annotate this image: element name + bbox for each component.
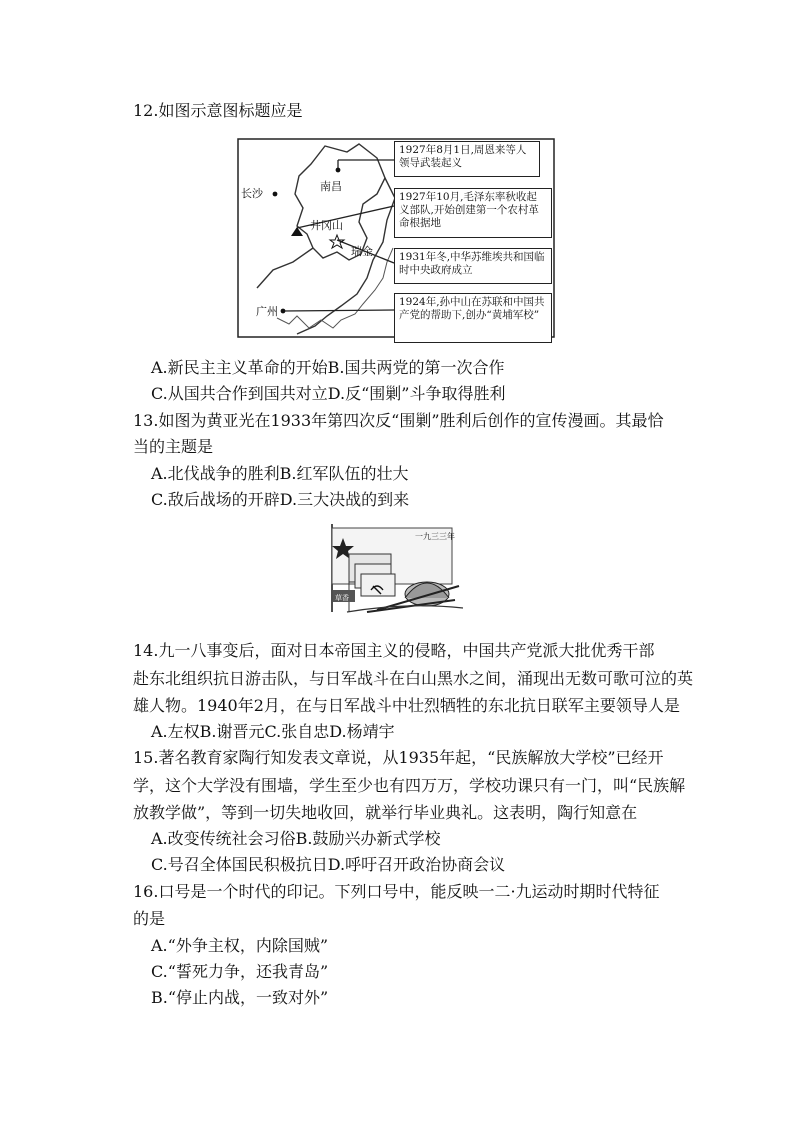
q14-line2: 赴东北组织抗日游击队，与日军战斗在白山黑水之间，涌现出无数可歌可泣的英 [133,669,694,688]
cartoon-year-text: 一九三三年 [415,532,455,541]
q15-options-line1: A.改变传统社会习俗B.鼓励兴办新式学校 [151,829,441,848]
q16-line2: 的是 [133,909,166,928]
q14-line1: 14.九一八事变后，面对日本帝国主义的侵略，中国共产党派大批优秀干部 [133,641,655,660]
q16-option-c: C.“誓死力争，还我青岛” [151,962,329,981]
q12-options-line2: C.从国共合作到国共对立D.反“围剿”斗争取得胜利 [151,384,506,403]
q14-options: A.左权B.谢晋元C.张自忠D.杨靖宇 [151,722,395,741]
q13-stem-line1: 13.如图为黄亚光在1933年第四次反“围剿”胜利后创作的宣传漫画。其最恰 [133,411,664,430]
q16-option-a: A.“外争主权，内除国贼” [151,936,329,955]
q15-options-line2: C.号召全体国民积极抗日D.呼吁召开政治协商会议 [151,855,506,874]
q13-options-line1: A.北伐战争的胜利B.红军队伍的壮大 [151,464,409,483]
q13-stem-line2: 当的主题是 [133,437,214,456]
q13-cartoon-figure [327,520,465,615]
q13-options-line2: C.敌后战场的开辟D.三大决战的到来 [151,490,410,509]
map-annotation-box-3: 1931年冬,中华苏维埃共和国临时中央政府成立 [394,248,552,284]
q15-line3: 放教学做”，等到一切失地收回，就举行毕业典礼。这表明，陶行知意在 [133,803,638,822]
map-annotation-box-1: 1927年8月1日,周恩来等人领导武装起义 [394,141,540,177]
q16-line1: 16.口号是一个时代的印记。下列口号中，能反映一二·九运动时期时代特征 [133,882,660,901]
map-annotation-box-4: 1924年,孙中山在苏联和中国共产党的帮助下,创办“黄埔军校” [394,293,552,343]
q16-option-b: B.“停止内战，一致对外” [151,988,329,1007]
place-jinggangshan: 井冈山 [310,219,343,232]
place-ruijin: 瑞金 [351,245,373,258]
cartoon-sign-text: 草香 [335,594,349,602]
q12-options-line1: A.新民主主义革命的开始B.国共两党的第一次合作 [151,358,505,377]
q14-line3: 雄人物。1940年2月，在与日军战斗中壮烈牺牲的东北抗日联军主要领导人是 [133,696,680,715]
q15-line2: 学，这个大学没有围墙，学生至少也有四万万，学校功课只有一门，叫“民族解 [133,776,686,795]
place-guangzhou: 广州 [256,305,278,318]
q12-stem: 12.如图示意图标题应是 [133,101,303,120]
place-changsha: 长沙 [241,187,263,200]
map-annotation-box-2: 1927年10月,毛泽东率秋收起义部队,开始创建第一个农村革命根据地 [394,188,552,238]
place-nanchang: 南昌 [320,180,342,193]
q15-line1: 15.著名教育家陶行知发表文章说，从1935年起，“民族解放大学校”已经开 [133,748,664,767]
